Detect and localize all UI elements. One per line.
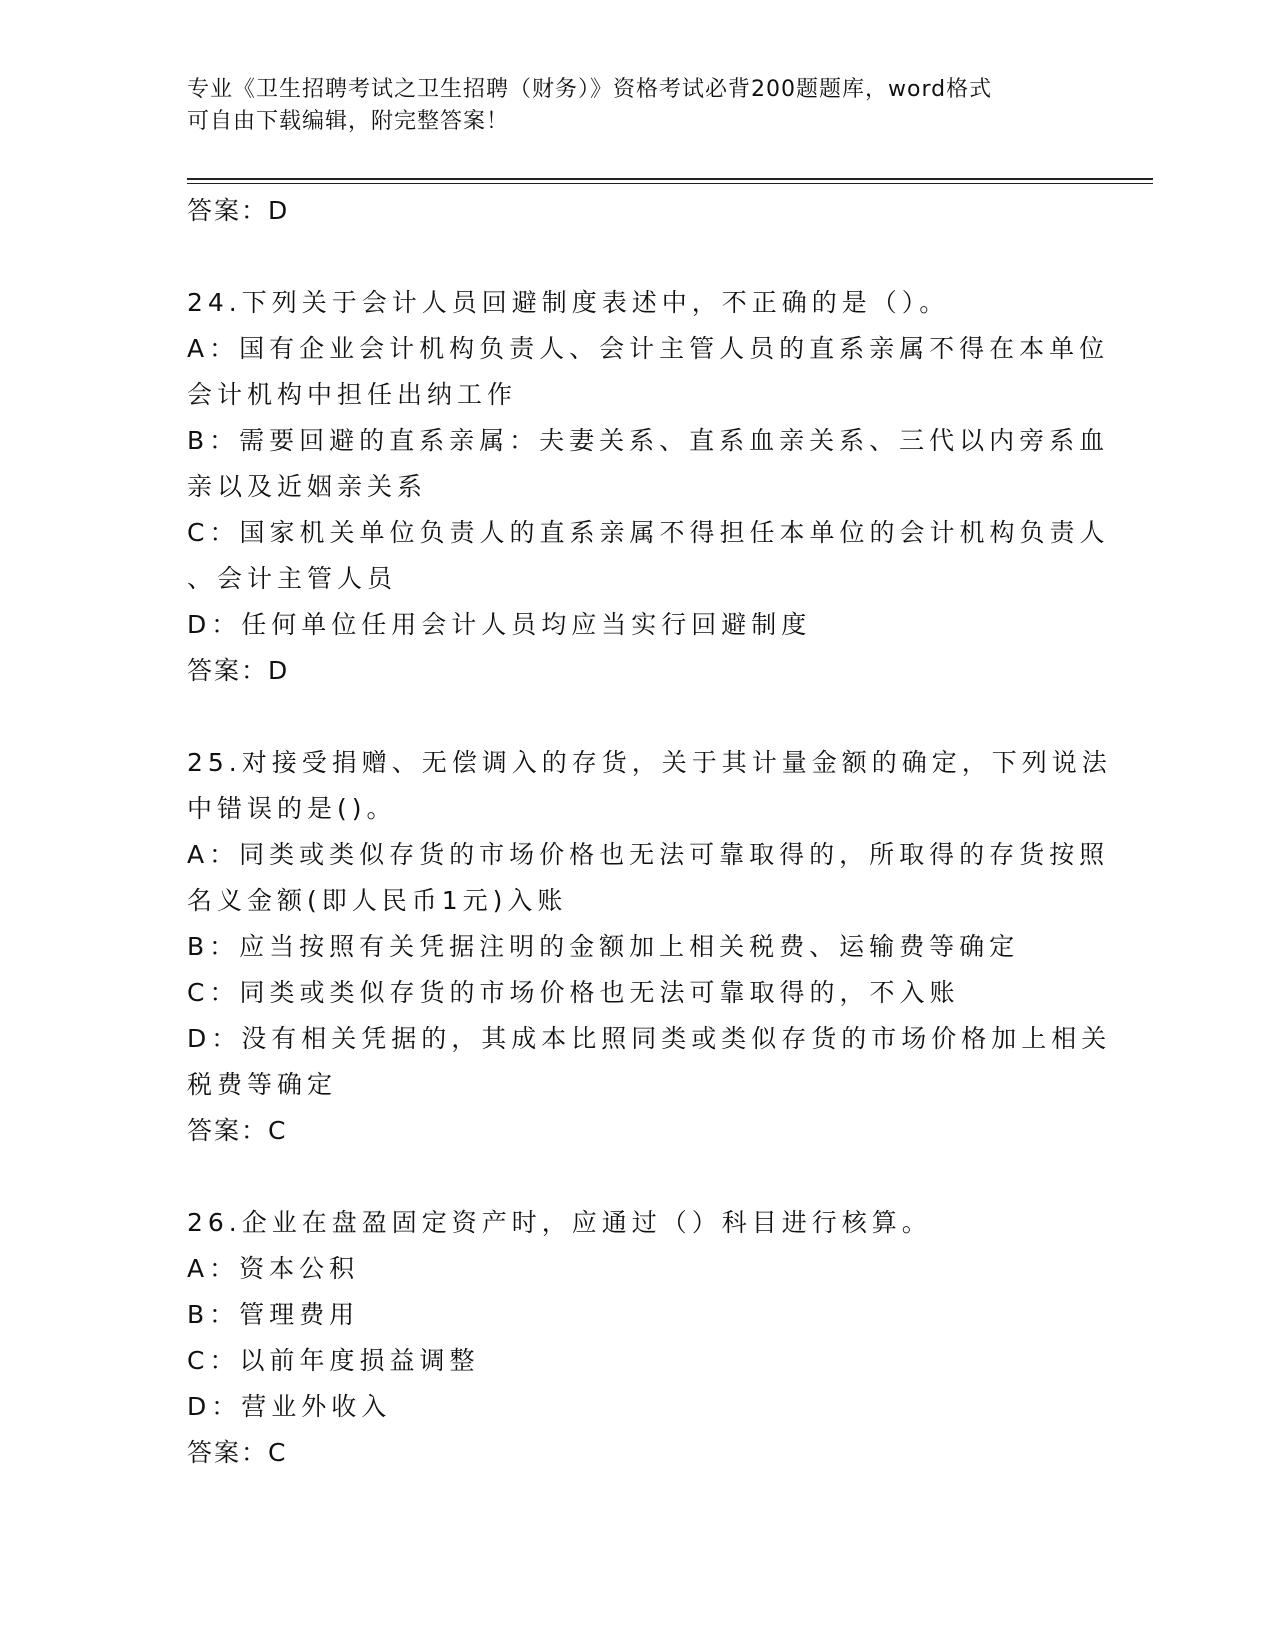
option-b: B：管理费用 — [187, 1300, 360, 1329]
header-rule-thick — [187, 178, 1153, 180]
option-a: A：国有企业会计机构负责人、会计主管人员的直系亲属不得在本单位 — [187, 334, 1110, 363]
option-a: A：资本公积 — [187, 1254, 360, 1283]
question-answer: 答案：D — [187, 656, 290, 685]
spacer — [187, 694, 1087, 740]
question-stem: 24.下列关于会计人员回避制度表述中，不正确的是（）。 — [187, 288, 950, 317]
question-answer: 答案：C — [187, 1438, 288, 1467]
option-c: C：同类或类似存货的市场价格也无法可靠取得的，不入账 — [187, 978, 960, 1007]
question-stem-cont: 中错误的是()。 — [187, 794, 397, 823]
question-answer: 答案：C — [187, 1116, 288, 1145]
option-d: D：营业外收入 — [187, 1392, 392, 1421]
header-line-1: 专业《卫生招聘考试之卫生招聘（财务）》资格考试必背200题题库，word格式 — [187, 77, 993, 102]
question-25 — [187, 740, 1112, 1154]
question-stem: 25.对接受捐赠、无偿调入的存货，关于其计量金额的确定，下列说法 — [187, 748, 1112, 777]
option-d-cont: 税费等确定 — [187, 1070, 338, 1099]
question-24 — [187, 280, 1110, 694]
option-c: C：以前年度损益调整 — [187, 1346, 480, 1375]
option-b: B：需要回避的直系亲属：夫妻关系、直系血亲关系、三代以内旁系血 — [187, 426, 1110, 455]
option-c: C：国家机关单位负责人的直系亲属不得担任本单位的会计机构负责人 — [187, 518, 1110, 547]
option-d: D：任何单位任用会计人员均应当实行回避制度 — [187, 610, 812, 639]
spacer — [187, 234, 1087, 280]
option-a-cont: 会计机构中担任出纳工作 — [187, 380, 518, 409]
header-line-2: 可自由下载编辑，附完整答案！ — [187, 109, 510, 134]
header-rule-thin — [187, 183, 1153, 184]
document-header — [187, 74, 1077, 138]
previous-answer: 答案：D — [187, 196, 290, 225]
option-d: D：没有相关凭据的，其成本比照同类或类似存货的市场价格加上相关 — [187, 1024, 1112, 1053]
spacer — [187, 1154, 1087, 1200]
question-stem: 26.企业在盘盈固定资产时，应通过（）科目进行核算。 — [187, 1208, 932, 1237]
option-b: B：应当按照有关凭据注明的金额加上相关税费、运输费等确定 — [187, 932, 1020, 961]
option-c-cont: 、会计主管人员 — [187, 564, 398, 593]
option-b-cont: 亲以及近姻亲关系 — [187, 472, 428, 501]
option-a-cont: 名义金额(即人民币1元)入账 — [187, 886, 568, 915]
option-a: A：同类或类似存货的市场价格也无法可靠取得的，所取得的存货按照 — [187, 840, 1110, 869]
question-26 — [187, 1200, 1087, 1476]
question-list — [187, 188, 1112, 1476]
